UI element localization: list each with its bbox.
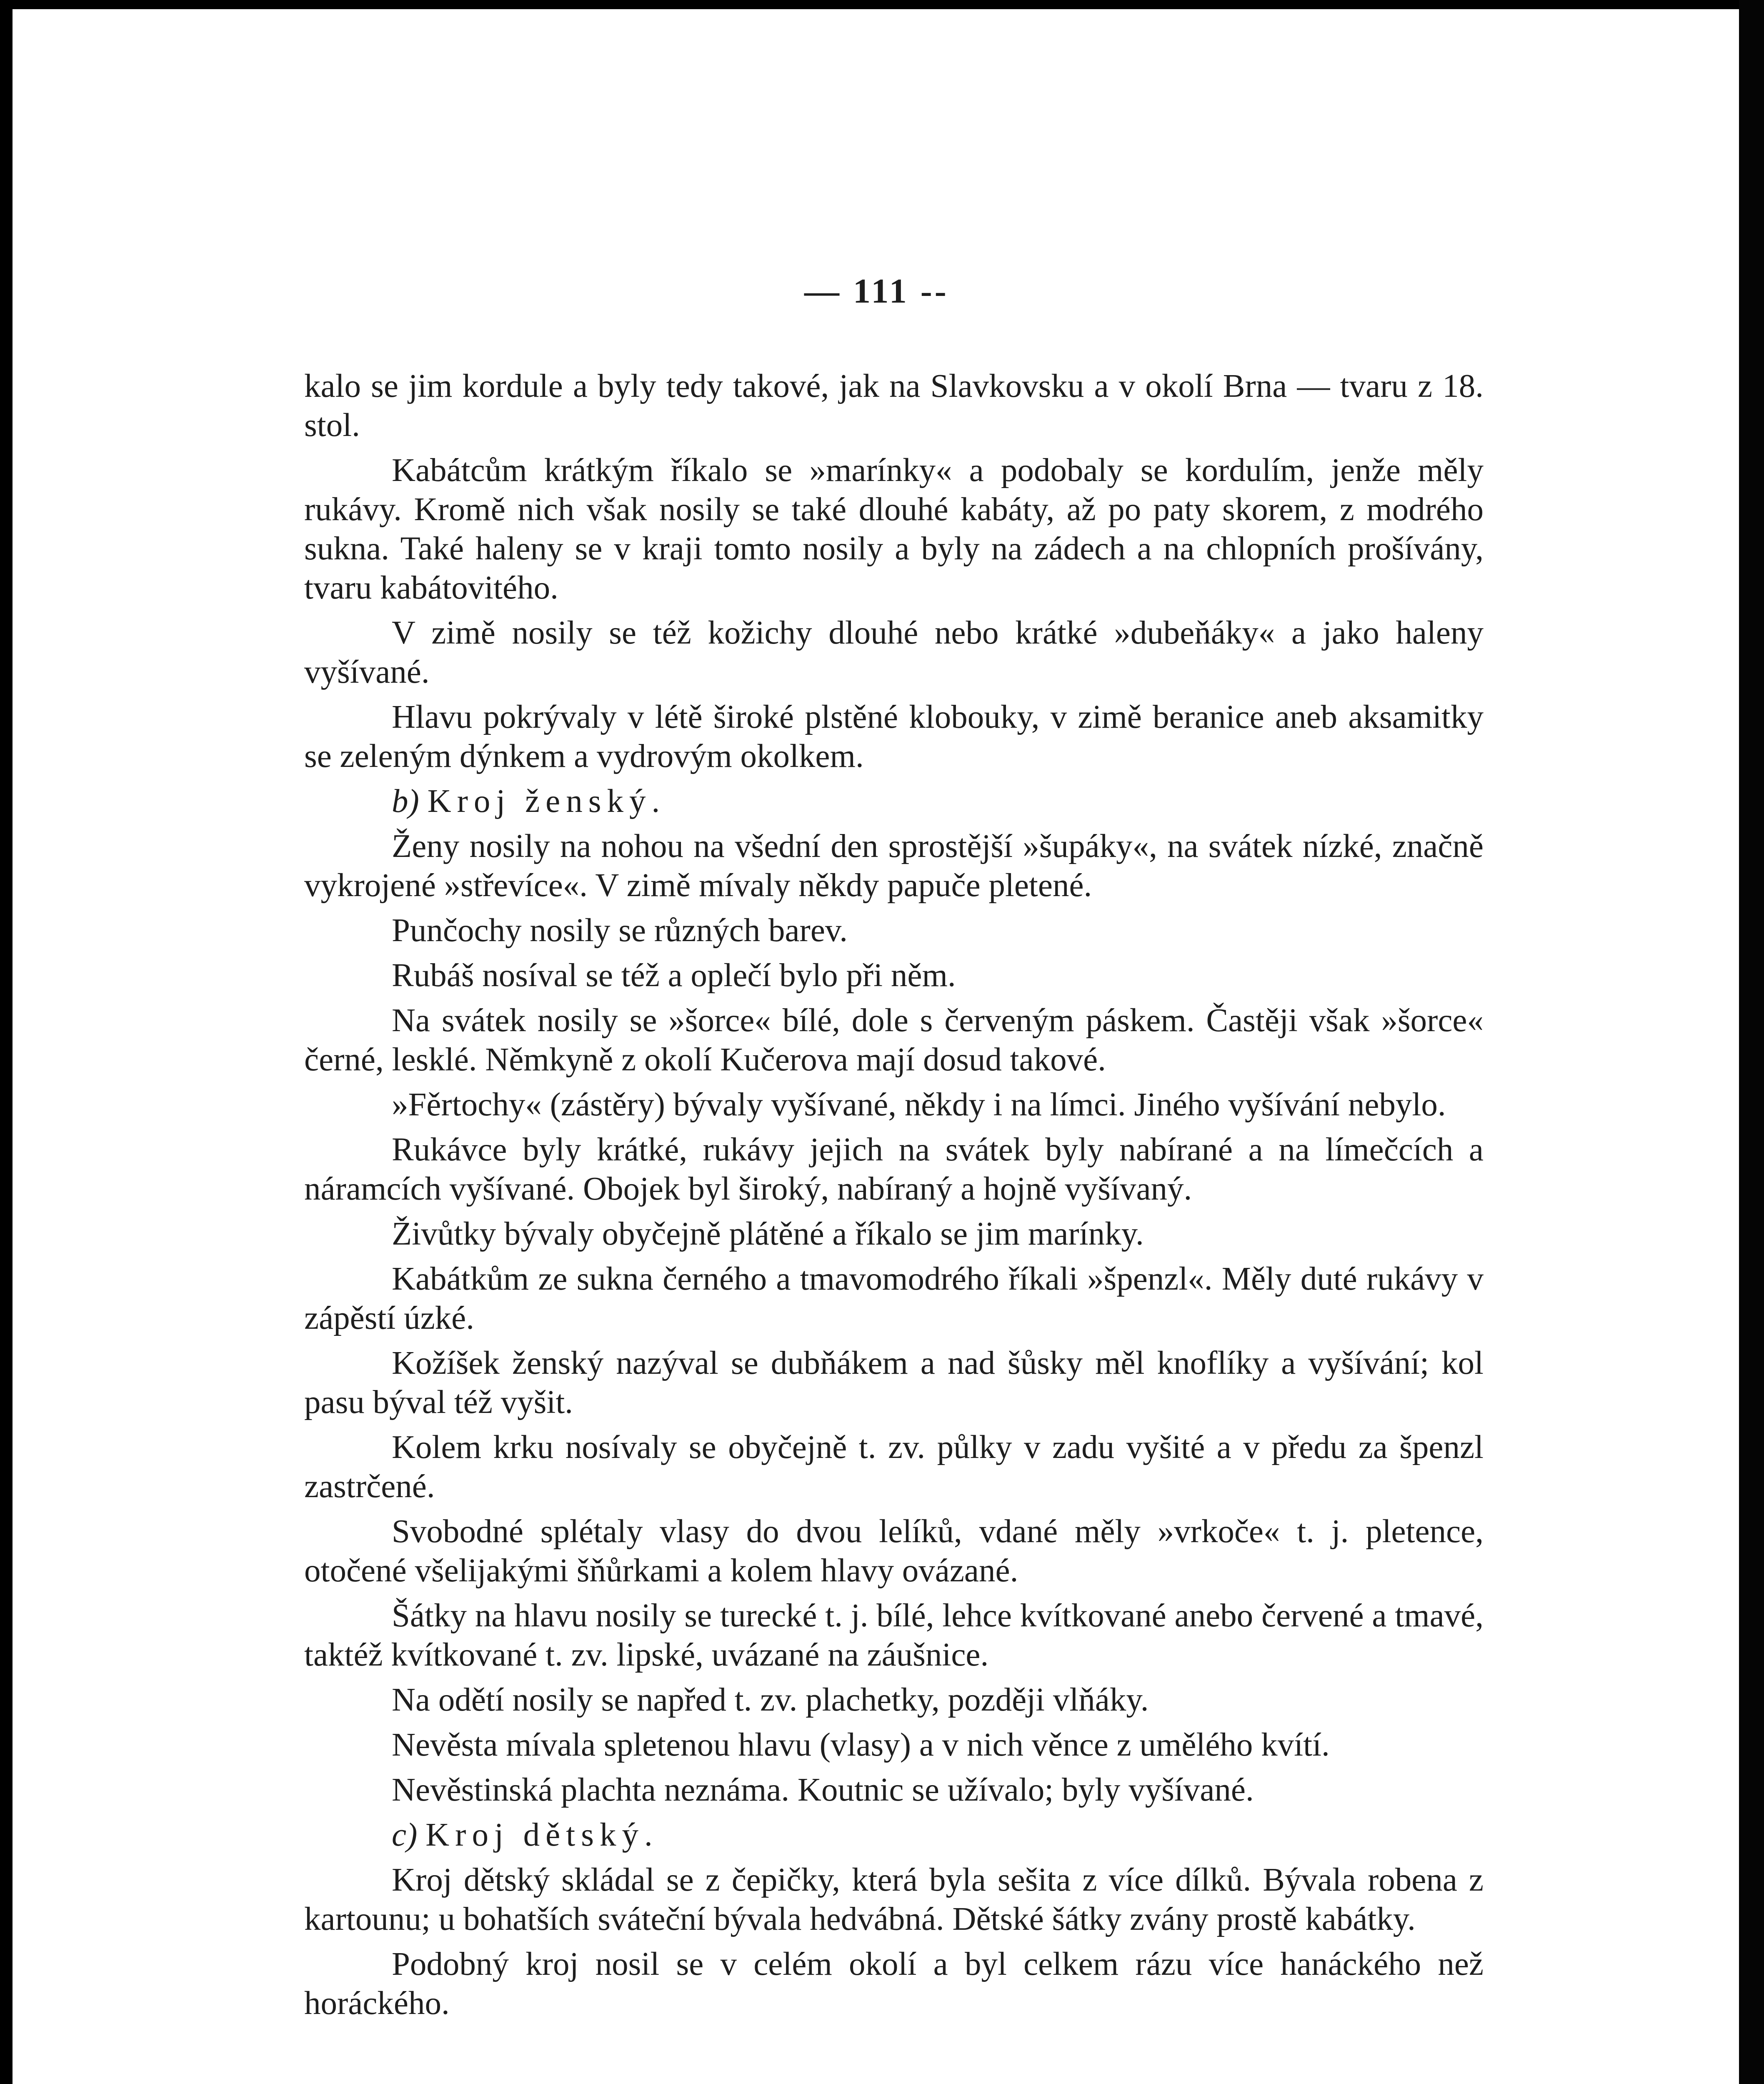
paragraph: Šátky na hlavu nosily se turecké t. j. bílé, lehce kvítkované anebo červené a tmavé, taktéž kvítkované t. zv. lipské, uvázané na záušnice.	[304, 1598, 1484, 1673]
section-marker: b)	[392, 783, 419, 819]
section-heading-female-costume	[304, 782, 1484, 821]
paragraph: Svobodné splétaly vlasy do dvou lelíků, vdané měly »vrkoče« t. j. pletence, otočené všelijakými šňůrkami a kolem hlavy ovázané.	[304, 1513, 1484, 1589]
scan-edge-top	[0, 0, 1764, 9]
section-title: Kroj ženský.	[427, 783, 666, 819]
paragraph: Rukávce byly krátké, rukávy jejich na svátek byly nabírané a na límečcích a náramcích vyšívané. Obojek byl široký, nabíraný a hojně vyšívaný.	[304, 1132, 1484, 1207]
paragraph: Na svátek nosily se »šorce« bílé, dole s červeným páskem. Častěji však »šorce« černé, lesklé. Němkyně z okolí Kučerova mají dosud takové.	[304, 1002, 1484, 1078]
paragraph: Kožíšek ženský nazýval se dubňákem a nad šůsky měl knoflíky a vyšívání; kol pasu býval též vyšit.	[304, 1345, 1484, 1420]
section-title: Kroj dětský.	[425, 1817, 658, 1853]
paragraph: kalo se jim kordule a byly tedy takové, jak na Slavkovsku a v okolí Brna — tvaru z 18. stol.	[304, 368, 1484, 443]
paragraph: Kolem krku nosívaly se obyčejně t. zv. půlky v zadu vyšité a v předu za špenzl zastrčené.	[304, 1429, 1484, 1505]
paragraph: Punčochy nosily se různých barev.	[392, 912, 848, 949]
section-marker: c)	[392, 1817, 418, 1853]
paragraph: Kabátcům krátkým říkalo se »marínky« a podobaly se kordulím, jenže měly rukávy. Kromě nich však nosily se také dlouhé kabáty, až po paty skorem, z modrého sukna. Také haleny se v kraji tomto nosily a byly na zádech a na chlopních prošívány, tvaru kabátovitého.	[304, 452, 1484, 606]
paragraph: Na odětí nosily se napřed t. zv. plachetky, později vlňáky.	[392, 1682, 1149, 1718]
paragraph: V zimě nosily se též kožichy dlouhé nebo krátké »dubeňáky« a jako haleny vyšívané.	[304, 615, 1484, 690]
paragraph: »Fěrtochy« (zástěry) bývaly vyšívané, někdy i na límci. Jiného vyšívání nebylo.	[392, 1087, 1446, 1123]
scan-edge-right	[1739, 0, 1764, 2084]
paragraph: Nevěstinská plachta neznáma. Koutnic se užívalo; byly vyšívané.	[392, 1772, 1254, 1808]
scan-edge-left	[0, 0, 13, 2084]
paragraph: Živůtky bývaly obyčejně plátěné a říkalo se jim marínky.	[392, 1216, 1144, 1252]
paragraph: Nevěsta mívala spletenou hlavu (vlasy) a v nich věnce z umělého kvítí.	[392, 1727, 1330, 1763]
page-number: — 111 --	[804, 272, 949, 311]
paragraph: Podobný kroj nosil se v celém okolí a byl celkem rázu více hanáckého než horáckého.	[304, 1946, 1484, 2021]
paragraph: Kabátkům ze sukna černého a tmavomodrého říkali »špenzl«. Měly duté rukávy v zápěstí úzké.	[304, 1261, 1484, 1336]
paragraph: Hlavu pokrývaly v létě široké plstěné klobouky, v zimě beranice aneb aksamitky se zeleným dýnkem a vydrovým okolkem.	[304, 699, 1484, 774]
section-heading-child-costume	[304, 1816, 1484, 1855]
paragraph: Ženy nosily na nohou na všední den sprostější »šupáky«, na svátek nízké, značně vykrojené »střevíce«. V zimě mívaly někdy papuče pletené.	[304, 828, 1484, 904]
paragraph: Kroj dětský skládal se z čepičky, která byla sešita z více dílků. Bývala robena z kartounu; u bohatších sváteční bývala hedvábná. Dětské šátky zvány prostě kabátky.	[304, 1862, 1484, 1937]
paragraph: Rubáš nosíval se též a oplečí bylo při něm.	[392, 957, 956, 994]
document-body	[304, 367, 1484, 2029]
